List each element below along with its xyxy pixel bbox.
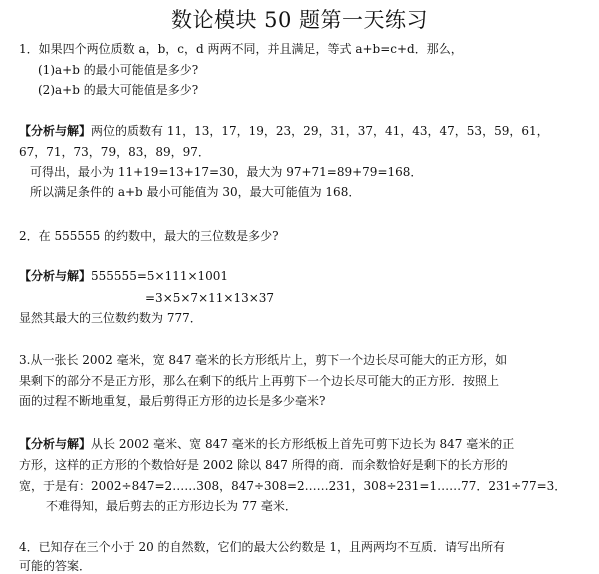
answer-1-line-4: 所以满足条件的 a+b 最小可能值为 30，最大可能值为 168． [30, 185, 361, 199]
answer-3-line-1 [19, 436, 514, 452]
question-4-line-1: 4．已知存在三个小于 20 的自然数，它们的最大公约数是 1，且两两均不互质．请写出所有 [19, 540, 505, 554]
question-2-stem: 2．在 555555 的约数中，最大的三位数是多少? [19, 229, 279, 243]
question-1-stem: 1．如果四个两位质数 a，b，c，d 两两不同，并且满足，等式 a+b=c+d．那么， [19, 42, 463, 56]
answer-1-line-3: 可得出，最小为 11+19=13+17=30，最大为 97+71=89+79=168． [30, 165, 423, 179]
analysis-tag: 【分析与解】 [19, 269, 92, 283]
question-3-line-1: 3.从一张长 2002 毫米，宽 847 毫米的长方形纸片上，剪下一个边长尽可能大的正方形，如 [19, 353, 508, 367]
answer-3-text: 从长 2002 毫米、宽 847 毫米的长方形纸板上首先可剪下边长为 847 毫米的正 [91, 437, 515, 451]
question-1-part-2: (2)a+b 的最大可能值是多少? [38, 83, 199, 97]
answer-3-line-4: 不难得知，最后剪去的正方形边长为 77 毫米． [46, 499, 297, 513]
question-4-line-2: 可能的答案． [19, 559, 92, 573]
analysis-tag: 【分析与解】 [19, 437, 92, 451]
question-3-line-3: 面的过程不断地重复，最后剪得正方形的边长是多少毫米? [19, 394, 326, 408]
answer-2-line-1 [19, 268, 228, 284]
answer-2-line-3: 显然其最大的三位数约数为 777． [19, 311, 202, 325]
question-1-part-1: (1)a+b 的最小可能值是多少? [38, 63, 199, 77]
answer-3-line-2: 方形，这样的正方形的个数恰好是 2002 除以 847 所得的商．而余数恰好是剩下的长方形的 [19, 458, 508, 472]
answer-1-line-1 [19, 123, 549, 139]
answer-1-line-2: 67，71，73，79，83，89，97． [19, 145, 210, 159]
question-3-line-2: 果剩下的部分不是正方形，那么在剩下的纸片上再剪下一个边长尽可能大的正方形．按照上 [19, 374, 500, 388]
answer-2-text: 555555=5×111×1001 [91, 269, 229, 283]
answer-1-text: 两位的质数有 11，13，17，19，23，29，31，37，41，43，47，53，59，61， [91, 124, 549, 138]
analysis-tag: 【分析与解】 [19, 124, 92, 138]
page-title: 数论模块 50 题第一天练习 [170, 8, 429, 32]
answer-2-line-2: =3×5×7×11×13×37 [145, 291, 275, 305]
answer-3-line-3: 宽，于是有：2002÷847=2……308，847÷308=2……231，308÷231=1……77．231÷77=3． [19, 479, 567, 493]
